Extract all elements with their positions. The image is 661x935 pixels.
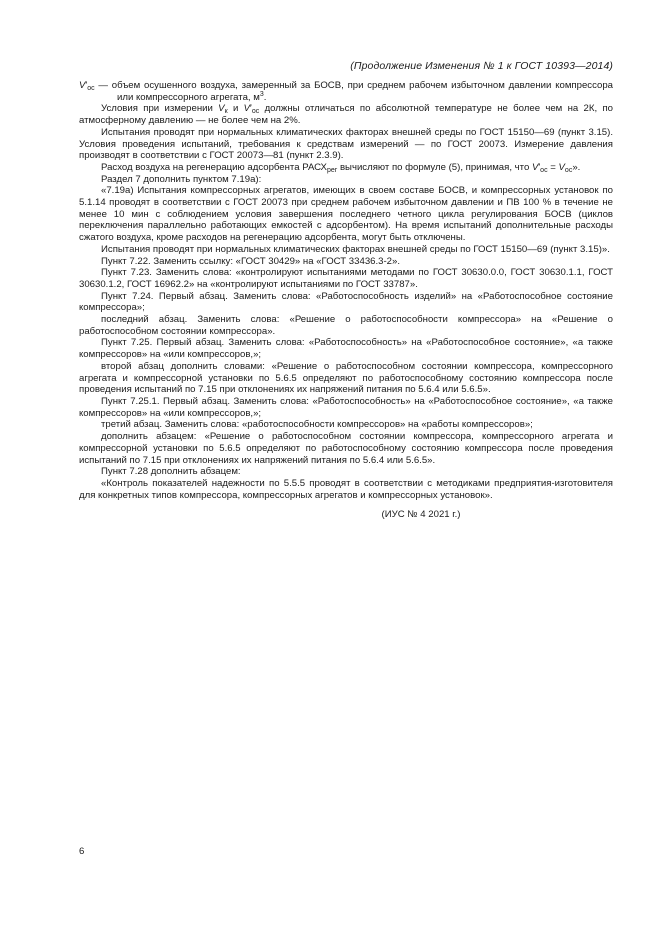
paragraph-7-24-last: последний абзац. Заменить слова: «Решение о работоспособности компрессора» на «Решение о работоспособном состоянии компрессора». bbox=[79, 314, 613, 337]
page-number: 6 bbox=[79, 846, 85, 857]
variable-definition: $V'_{ос}$ — объем осушенного воздуха, замеренный за БОСВ, при среднем рабочем избыточном давлении компрессора или компрессорного агрегата, $м^3$. bbox=[79, 80, 613, 103]
running-header: (Продолжение Изменения № 1 к ГОСТ 10393—2014) bbox=[350, 60, 613, 72]
paragraph-7-24: Пункт 7.24. Первый абзац. Заменить слова: «Работоспособность изделий» на «Работоспособное состояние компрессора»; bbox=[79, 290, 613, 314]
variable-symbol: V bbox=[79, 80, 86, 91]
paragraph-7-25-second: второй абзац дополнить словами: «Решение о работоспособном состоянии компрессора, компрессорного агрегата и компрессорной установки по 5.6.5 определяют по работоспособному состоянию компрессора после проведения испытаний по 7.15 при отклонениях их напряжений питания по 5.6.4 или 5.6.5». bbox=[79, 360, 613, 396]
document-body bbox=[79, 80, 613, 521]
paragraph-7-23: Пункт 7.23. Заменить слова: «контролируют испытаниями методами по ГОСТ 30630.0.0, ГОСТ 30630.1.1, ГОСТ 30630.1.2, ГОСТ 16962.2» на «контролируют испытаниями по ГОСТ 33787». bbox=[79, 267, 613, 290]
paragraph-test-conditions: Испытания проводят при нормальных климатических факторах внешней среды по ГОСТ 15150—69 (пункт 3.15). Условия проведения испытаний, требования к средствам измерений — по ГОСТ 20073. Измерение давления производят в соответствии с ГОСТ 20073—81 (пункт 2.3.9). bbox=[79, 126, 613, 162]
publication-reference: (ИУС № 4 2021 г.) bbox=[381, 509, 461, 521]
paragraph-7-19a: «7.19а) Испытания компрессорных агрегатов, имеющих в своем составе БОСВ, и компрессорных установок по 5.1.14 проводят в соответствии с ГОСТ 20073 при среднем рабочем избыточном давлении и ПВ 100 % в течение не менее 10 мин с соблюдением условия завершения последнего четного цикла регулирования БОСВ (циклов переключения параллельно работающих емкостей с адсорбентом). На время испытаний дополнительные расходы сжатого воздуха, кроме расходов на регенерацию адсорбента, могут быть отключены. bbox=[79, 185, 613, 244]
paragraph-7-22: Пункт 7.22. Заменить ссылку: «ГОСТ 30429» на «ГОСТ 33436.3-2». bbox=[101, 255, 401, 267]
paragraph-7-25-1-add: дополнить абзацем: «Решение о работоспособном состоянии компрессора, компрессорного агрегата и компрессорной установки по 5.6.5 определяют по работоспособному состоянию компрессора после проведения испытаний по 7.15 при отклонениях их напряжений питания по 5.6.4 или 5.6.5». bbox=[79, 431, 613, 466]
paragraph-regeneration-flow: Расход воздуха на регенерацию адсорбента $РАСХ_{рег}$ вычисляют по формуле (5), принимая, что $V'_{ос} = V_{ос}$». bbox=[101, 161, 581, 174]
paragraph-7-25-1-third: третий абзац. Заменить слова: «работоспособности компрессоров» на «работы компрессоров»; bbox=[101, 419, 533, 431]
paragraph-climate: Испытания проводят при нормальных климатических факторах внешней среды по ГОСТ 15150—69 (пункт 3.15)». bbox=[101, 243, 610, 255]
paragraph-7-25-1: Пункт 7.25.1. Первый абзац. Заменить слова: «Работоспособность» на «Работоспособное состояние», «а также компрессоров» на «или компрессоров,»; bbox=[79, 395, 613, 419]
paragraph-7-25: Пункт 7.25. Первый абзац. Заменить слова: «Работоспособность» на «Работоспособное состояние», «а также компрессоров» на «или компрессоров,»; bbox=[79, 337, 613, 361]
paragraph-7-28: Пункт 7.28 дополнить абзацем: bbox=[101, 466, 241, 478]
paragraph-measurement-conditions: Условия при измерении $V_к$ и $V'_{ос}$ должны отличаться по абсолютной температуре не более чем на 2К, по атмосферному давлению — не более чем на 2%. bbox=[79, 103, 613, 127]
paragraph-section7-add: Раздел 7 дополнить пунктом 7.19а): bbox=[101, 173, 262, 185]
paragraph-7-28-add: «Контроль показателей надежности по 5.5.5 проводят в соответствии с методиками предприятия-изготовителя для конкретных типов компрессора, компрессорных агрегатов и компрессорных установок». bbox=[79, 477, 613, 501]
